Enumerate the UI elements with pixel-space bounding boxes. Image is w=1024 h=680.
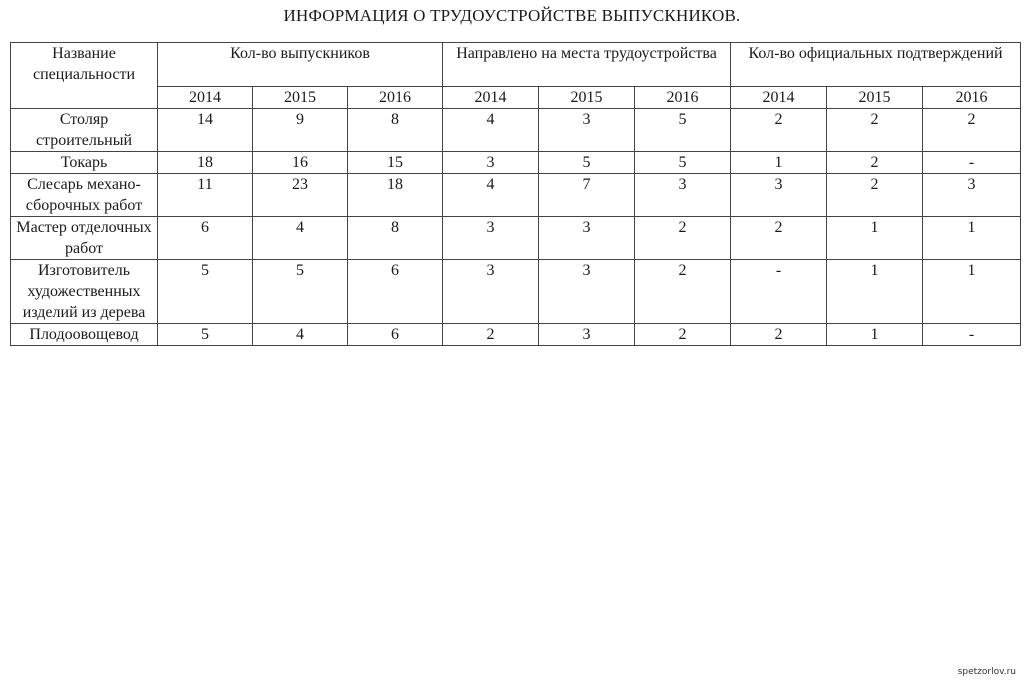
value-cell: 2 <box>635 324 731 346</box>
value-cell: 5 <box>253 260 348 324</box>
value-cell: 23 <box>253 174 348 217</box>
group-header-graduates: Кол-во выпускников <box>158 43 443 87</box>
year-header: 2016 <box>635 87 731 109</box>
value-cell: 3 <box>443 152 539 174</box>
value-cell: 2 <box>827 174 923 217</box>
value-cell: 2 <box>923 109 1021 152</box>
specialty-name-cell: Плодоовощевод <box>11 324 158 346</box>
table-row <box>11 152 1021 174</box>
value-cell: 9 <box>253 109 348 152</box>
value-cell: 3 <box>539 260 635 324</box>
value-cell: 3 <box>539 217 635 260</box>
table-row <box>11 217 1021 260</box>
table-body <box>11 109 1021 346</box>
specialty-name-cell: Слесарь механо-сборочных работ <box>11 174 158 217</box>
specialty-name-cell: Изготовитель художественных изделий из дерева <box>11 260 158 324</box>
graduates-employment-table <box>10 42 1021 346</box>
value-cell: 5 <box>635 152 731 174</box>
group-header-confirmations: Кол-во официальных подтверждений <box>731 43 1021 87</box>
value-cell: 2 <box>731 109 827 152</box>
value-cell: - <box>923 152 1021 174</box>
year-header: 2015 <box>827 87 923 109</box>
value-cell: 6 <box>348 324 443 346</box>
value-cell: 4 <box>443 174 539 217</box>
value-cell: 8 <box>348 109 443 152</box>
page-title: ИНФОРМАЦИЯ О ТРУДОУСТРОЙСТВЕ ВЫПУСКНИКОВ. <box>283 6 741 25</box>
value-cell: 1 <box>731 152 827 174</box>
year-header: 2015 <box>253 87 348 109</box>
watermark-text: spetzorlov.ru <box>957 667 1016 677</box>
value-cell: 3 <box>443 217 539 260</box>
specialty-name-cell: Токарь <box>11 152 158 174</box>
value-cell: 2 <box>635 260 731 324</box>
value-cell: 2 <box>443 324 539 346</box>
value-cell: 1 <box>827 324 923 346</box>
specialty-header: Название специальности <box>11 43 158 109</box>
value-cell: - <box>923 324 1021 346</box>
value-cell: 18 <box>348 174 443 217</box>
value-cell: 5 <box>158 324 253 346</box>
year-header: 2014 <box>731 87 827 109</box>
value-cell: 1 <box>827 260 923 324</box>
value-cell: 3 <box>539 324 635 346</box>
value-cell: 5 <box>539 152 635 174</box>
table-row <box>11 109 1021 152</box>
value-cell: 6 <box>158 217 253 260</box>
value-cell: 15 <box>348 152 443 174</box>
value-cell: 14 <box>158 109 253 152</box>
value-cell: 7 <box>539 174 635 217</box>
value-cell: 3 <box>539 109 635 152</box>
value-cell: 3 <box>923 174 1021 217</box>
value-cell: 6 <box>348 260 443 324</box>
value-cell: 4 <box>253 324 348 346</box>
value-cell: 2 <box>635 217 731 260</box>
value-cell: 2 <box>731 324 827 346</box>
value-cell: 4 <box>253 217 348 260</box>
value-cell: 2 <box>731 217 827 260</box>
value-cell: 3 <box>731 174 827 217</box>
value-cell: 1 <box>923 260 1021 324</box>
specialty-name-cell: Столяр строительный <box>11 109 158 152</box>
value-cell: 4 <box>443 109 539 152</box>
year-header: 2014 <box>158 87 253 109</box>
value-cell: 1 <box>827 217 923 260</box>
year-header: 2016 <box>923 87 1021 109</box>
value-cell: 1 <box>923 217 1021 260</box>
year-header: 2016 <box>348 87 443 109</box>
value-cell: 5 <box>635 109 731 152</box>
value-cell: 2 <box>827 109 923 152</box>
value-cell: 16 <box>253 152 348 174</box>
specialty-name-cell: Мастер отделочных работ <box>11 217 158 260</box>
table-row <box>11 260 1021 324</box>
value-cell: 11 <box>158 174 253 217</box>
value-cell: 5 <box>158 260 253 324</box>
year-header: 2015 <box>539 87 635 109</box>
value-cell: 18 <box>158 152 253 174</box>
value-cell: 3 <box>635 174 731 217</box>
table-row <box>11 174 1021 217</box>
value-cell: 3 <box>443 260 539 324</box>
year-header: 2014 <box>443 87 539 109</box>
table-row <box>11 324 1021 346</box>
value-cell: 2 <box>827 152 923 174</box>
value-cell: 8 <box>348 217 443 260</box>
value-cell: - <box>731 260 827 324</box>
group-header-directed: Направлено на места трудоустройства <box>443 43 731 87</box>
